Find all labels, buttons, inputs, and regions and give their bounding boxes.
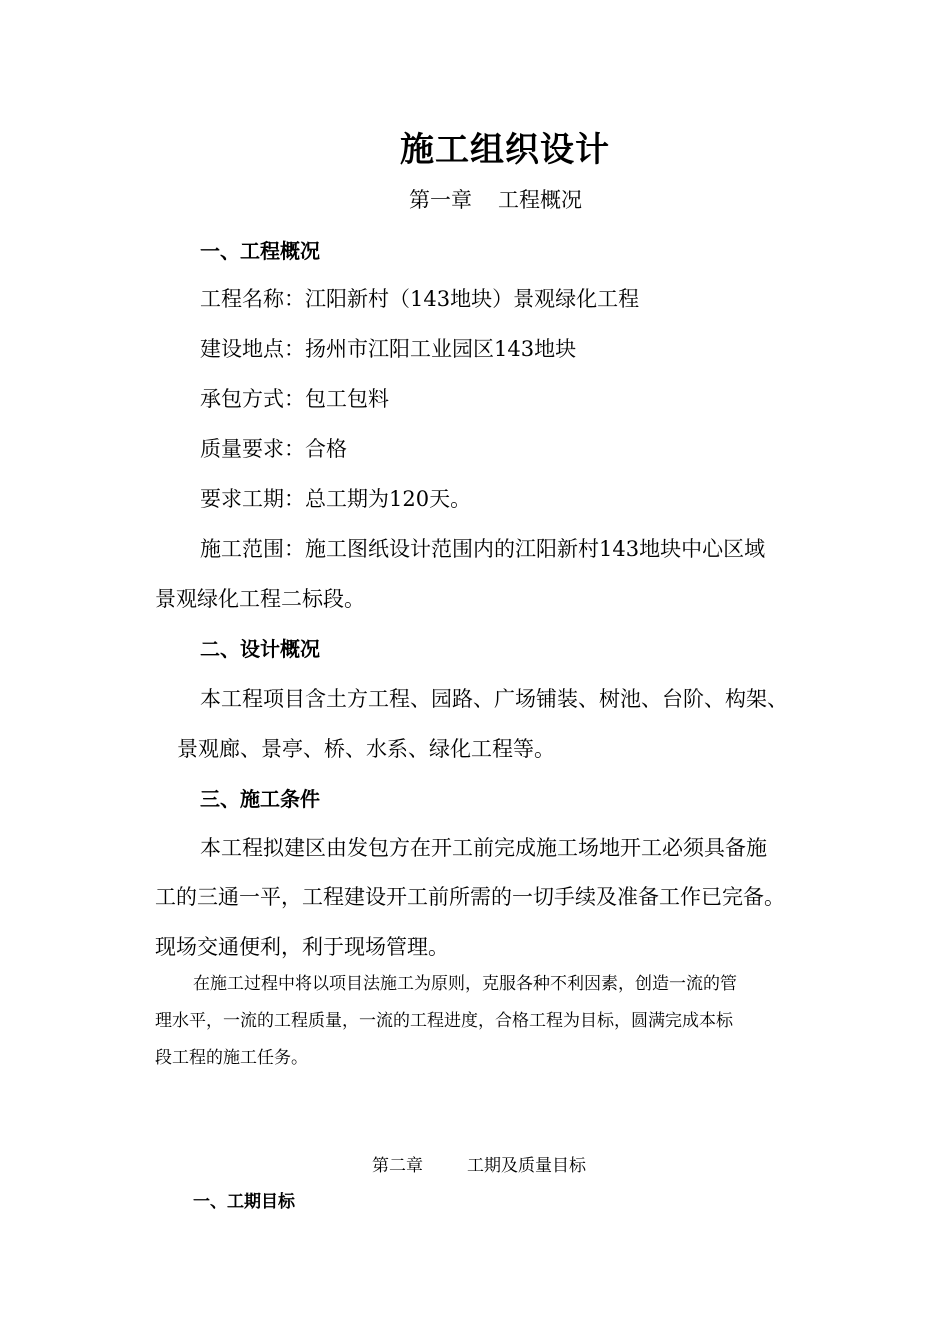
field-value: 总工期为120天。: [305, 487, 472, 511]
note-paragraph-line-2: 理水平，一流的工程质量，一流的工程进度，合格工程为目标，圆满完成本标: [155, 1011, 733, 1031]
scope-paragraph-line-2: 景观绿化工程二标段。: [155, 587, 365, 611]
field-location: [200, 339, 576, 360]
conditions-paragraph-line-2: 工的三通一平，工程建设开工前所需的一切手续及准备工作已完备。: [155, 885, 785, 909]
chapter-1-title: 工程概况: [498, 188, 582, 212]
field-label: 要求工期：: [200, 487, 305, 511]
design-paragraph-line-1: 本工程项目含土方工程、园路、广场铺装、树池、台阶、构架、: [200, 687, 788, 711]
chapter-1-number: 第一章: [409, 188, 472, 212]
scope-paragraph-line-1: 施工范围：施工图纸设计范围内的江阳新村143地块中心区域: [200, 537, 766, 561]
section-heading-design-overview: 二、设计概况: [200, 637, 320, 661]
field-project-name: [200, 289, 639, 310]
document-title: 施工组织设计: [400, 130, 610, 170]
field-label: 质量要求：: [200, 437, 305, 461]
field-label: 建设地点：: [200, 337, 305, 361]
field-duration: [200, 489, 471, 510]
design-paragraph-line-2: 景观廊、景亭、桥、水系、绿化工程等。: [177, 737, 555, 761]
field-value: 江阳新村（143地块）景观绿化工程: [305, 287, 640, 311]
field-quality: [200, 439, 347, 460]
section-heading-construction-conditions: 三、施工条件: [200, 787, 320, 811]
conditions-paragraph-line-1: 本工程拟建区由发包方在开工前完成施工场地开工必须具备施: [200, 836, 767, 860]
conditions-paragraph-line-3: 现场交通便利，利于现场管理。: [155, 935, 449, 959]
field-label: 承包方式：: [200, 387, 305, 411]
field-value: 包工包料: [305, 387, 389, 411]
field-contract-type: [200, 389, 389, 410]
section-heading-project-overview: 一、工程概况: [200, 239, 320, 263]
section-heading-schedule-target: 一、工期目标: [193, 1192, 295, 1212]
note-paragraph-line-3: 段工程的施工任务。: [155, 1048, 308, 1068]
field-value: 合格: [305, 437, 347, 461]
field-value: 扬州市江阳工业园区143地块: [305, 337, 577, 361]
field-label: 工程名称：: [200, 287, 305, 311]
chapter-2-number: 第二章: [372, 1156, 423, 1176]
chapter-2-title: 工期及质量目标: [467, 1156, 586, 1176]
note-paragraph-line-1: 在施工过程中将以项目法施工为原则，克服各种不利因素，创造一流的管: [193, 974, 737, 994]
